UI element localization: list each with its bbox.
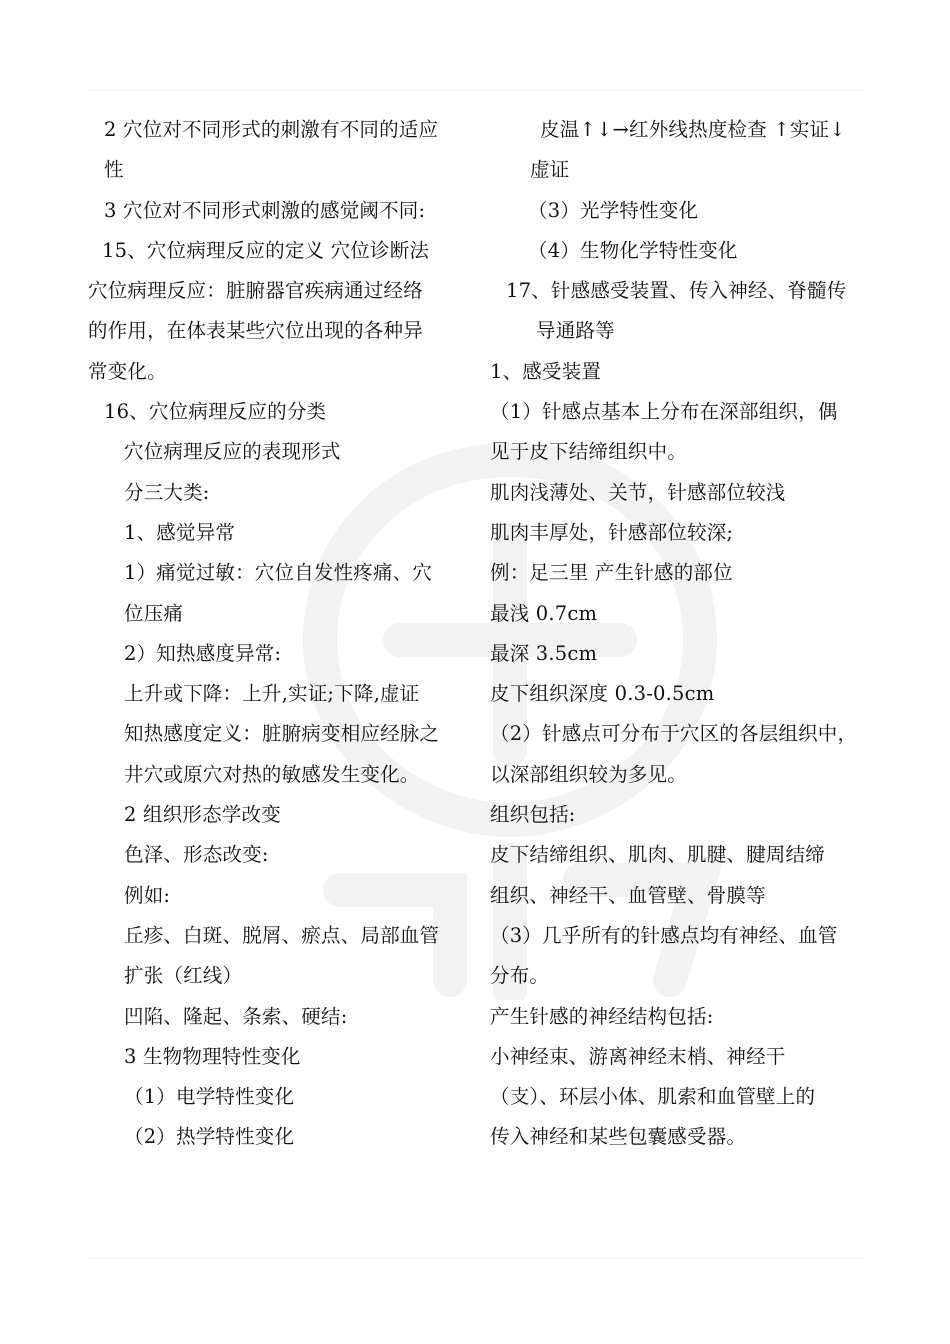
left-text-line: 3 生物物理特性变化: [124, 1044, 301, 1068]
right-text-line: 产生针感的神经结构包括:: [490, 1004, 714, 1028]
right-text-line: 皮温↑↓→红外线热度检查 ↑实证↓: [540, 118, 846, 141]
right-text-line: 以深部组织较为多见。: [490, 762, 688, 786]
right-text-line: 见于皮下结缔组织中。: [490, 440, 688, 464]
right-text-line: 1、感受装置: [490, 359, 602, 383]
right-text-line: 最浅 0.7cm: [490, 601, 598, 625]
left-text-line: 知热感度定义：脏腑病变相应经脉之: [124, 722, 440, 746]
left-text-line: 位压痛: [124, 601, 184, 625]
left-text-line: 例如:: [124, 883, 171, 907]
left-text-line: 常变化。: [88, 359, 167, 383]
left-text-line: 3 穴位对不同形式刺激的感觉阈不同:: [104, 198, 426, 222]
right-text-line: 皮下组织深度 0.3-0.5cm: [490, 682, 715, 706]
left-text-line: 的作用，在体表某些穴位出现的各种异: [88, 319, 423, 343]
right-text-line: 导通路等: [536, 319, 615, 343]
left-text-line: （2）热学特性变化: [124, 1125, 295, 1149]
right-text-line: 肌肉丰厚处，针感部位较深;: [490, 520, 734, 544]
left-text-line: 扩张（红线）: [124, 964, 243, 988]
left-text-line: 色泽、形态改变:: [124, 843, 269, 867]
left-text-line: 2）知热感度异常:: [124, 641, 282, 665]
left-text-line: 穴位病理反应：脏腑器官疾病通过经络: [88, 279, 423, 303]
right-text-line: 虚证: [530, 158, 570, 182]
left-text-line: 2 组织形态学改变: [124, 803, 281, 827]
left-text-line: 分三大类:: [124, 480, 210, 504]
left-text-line: 丘疹、白斑、脱屑、瘀点、局部血管: [124, 923, 440, 947]
left-text-line: 性: [104, 158, 124, 182]
right-text-line: （支）、环层小体、肌索和血管壁上的: [490, 1085, 816, 1109]
right-text-line: （4）生物化学特性变化: [528, 238, 738, 262]
right-text-line: 皮下结缔组织、肌肉、肌腱、腱周结缔: [490, 843, 825, 867]
right-text-line: （3）光学特性变化: [528, 198, 699, 222]
left-text-line: 1）痛觉过敏：穴位自发性疼痛、穴: [124, 561, 433, 585]
left-text-line: 1、感觉异常: [124, 520, 236, 544]
left-text-line: 16、穴位病理反应的分类: [104, 400, 327, 424]
right-text-line: 肌肉浅薄处、关节，针感部位较浅: [490, 480, 786, 504]
right-text-line: 组织、神经干、血管壁、骨膜等: [490, 883, 766, 907]
right-text-line: 分布。: [490, 964, 550, 988]
left-text-line: 15、穴位病理反应的定义 穴位诊断法: [102, 238, 430, 262]
left-text-line: （1）电学特性变化: [124, 1085, 295, 1109]
right-text-line: 小神经束、游离神经末梢、神经干: [490, 1044, 786, 1068]
footer-rule: [88, 1258, 864, 1259]
right-text-line: 最深 3.5cm: [490, 641, 598, 665]
right-text-line: 例：足三里 产生针感的部位: [490, 561, 733, 585]
right-text-line: 组织包括:: [490, 803, 576, 827]
left-text-line: 穴位病理反应的表现形式: [124, 440, 341, 464]
left-text-line: 2 穴位对不同形式的刺激有不同的适应: [104, 118, 439, 141]
left-text-line: 凹陷、隆起、条索、硬结:: [124, 1004, 348, 1028]
right-text-line: 17、针感感受装置、传入神经、脊髓传: [506, 279, 847, 303]
right-column: [490, 110, 875, 1158]
right-text-line: （3）几乎所有的针感点均有神经、血管: [490, 923, 838, 947]
right-text-line: （1）针感点基本上分布在深部组织，偶: [490, 400, 838, 424]
right-text-line: 传入神经和某些包囊感受器。: [490, 1125, 747, 1149]
header-rule: [88, 90, 864, 91]
left-text-line: 井穴或原穴对热的敏感发生变化。: [124, 762, 420, 786]
left-text-line: 上升或下降：上升,实证;下降,虚证: [124, 682, 420, 706]
right-text-line: （2）针感点可分布于穴区的各层组织中，: [490, 722, 858, 746]
left-column: [88, 110, 468, 1158]
